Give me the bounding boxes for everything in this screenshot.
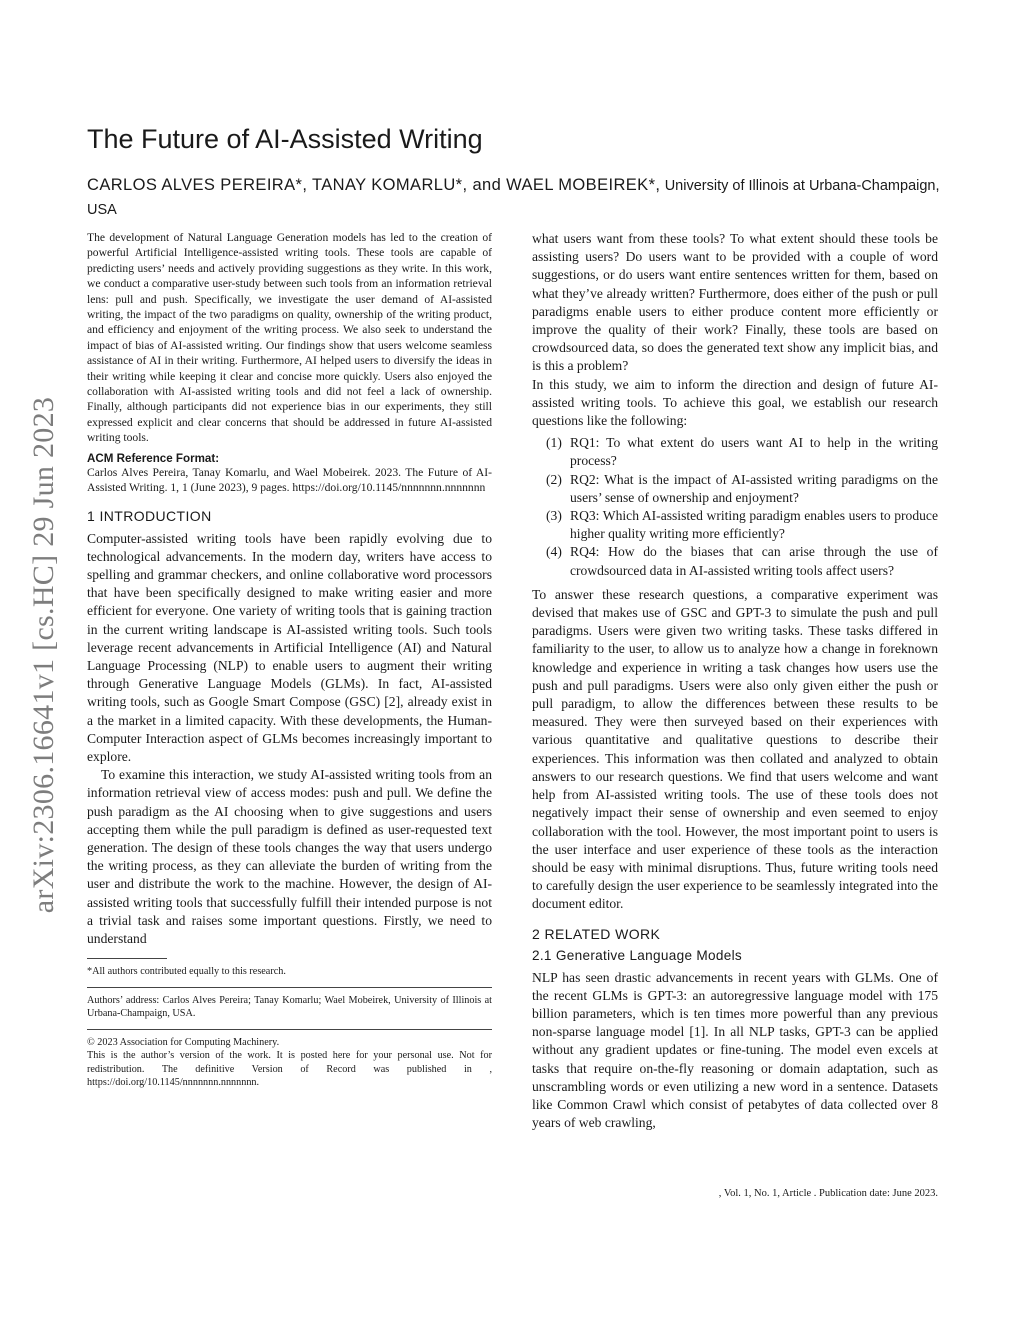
author-affiliation: University of Illinois at Urbana-Champaign, USA [87, 178, 940, 218]
study-paragraph: In this study, we aim to inform the direction and design of future AI-assisted writing tools. To achieve this goal, we establish our research questions like the following: [532, 376, 938, 429]
abstract: The development of Natural Language Generation models has led to the creation of powerful Artificial Intelligence-assisted writing tools. These tools are capable of predicting users’ needs and actively providing suggestions as they write. In this work, we conduct a comparative user-study between such tools from an information retrieval lens: pull and push. Specifically, we investigate the user demand of AI-assisted writing, the impact of the two paradigms on quality, ownership of the writing product, and efficiency and enjoyment of the writing process. We also seek to understand the impact of bias of AI-assisted writing. Our findings show that users welcome seamless assistance of AI in their writing. Furthermore, AI helped users to diversify the ideas in their writing while keeping it clear and concise more quickly. Users also enjoyed the collaboration with AI-assisted writing tools and did not feel a lack of ownership. Finally, although participants did not experience bias in our experiments, they still expressed explicit and clear concerns that should be addressed in future AI-assisted writing tools. [87, 231, 492, 445]
intro-paragraph-1: Computer-assisted writing tools have been rapidly evolving due to technological advancements. In the modern day, writers have access to spelling and grammar checkers, and online collaborative word processors that have been specifically designed to make writing easier and more efficient for everyone. One variety of writing tools that is gaining traction in the current writing landscape is AI-assisted writing tools. Such tools leverage recent advancements in Artificial Intelligence (AI) and Natural Language Processing (NLP) to enable users to augment their writing through Generative Language Models (GLMs). In fact, AI-assisted writing tools, such as Google Smart Compose (GSC) [2], already exist in a the market in a limited capacity. With these developments, the Human-Computer Interaction aspect of GLMs becomes increasingly important to explore. [87, 530, 492, 764]
paper-title: The Future of AI-Assisted Writing [87, 124, 483, 154]
arxiv-stamp-text: arXiv:2306.16641v1 [cs.HC] 29 Jun 2023 [27, 396, 60, 914]
footnote-equal-contribution: *All authors contributed equally to this research. [87, 966, 286, 978]
research-question-number: (4) [546, 544, 562, 560]
research-question-text: RQ2: What is the impact of AI-assisted writing paradigms on the users’ sense of ownership and enjoyment? [570, 471, 938, 505]
research-question [532, 543, 938, 579]
subsection-heading-glm: 2.1 Generative Language Models [532, 947, 743, 963]
research-question [532, 507, 938, 543]
glm-paragraph: NLP has seen drastic advancements in recent years with GLMs. One of the recent GLMs is GPT-3: an autoregressive language model with 175 billion parameters, which is ten times more powerful than any previous non-sparse language model [1]. In all NLP tasks, GPT-3 can be applied without any gradient updates or fine-tuning. The model even excels at tasks that require on-the-fly reasoning or domain adaptation, such as unscrambling words or even utilizing a new word in a sentence. Datasets like Common Crawl which consist of petabytes of data collected over 8 years of web crawling, [532, 969, 938, 1131]
research-question [532, 434, 938, 470]
version-notice: This is the author’s version of the work. It is posted here for your personal use. Not for redistribution. The definitive Version of Record was published in , https://doi.org/10.1145/nnnnnnn.nnnnnnn. [87, 1050, 492, 1089]
research-question-number: (1) [546, 435, 562, 451]
copyright-line: © 2023 Association for Computing Machinery. [87, 1036, 280, 1048]
page-footer: , Vol. 1, No. 1, Article . Publication date: June 2023. [718, 1188, 938, 1199]
intro-paragraph-2: To examine this interaction, we study AI-assisted writing tools from an information retrieval view of access modes: push and pull. We define the push paradigm as the AI choosing when to give suggestions and users accepting them while the pull paradigm is defined as user-requested text generation. The design of these tools changes the way that users undergo the writing process, as they can alleviate the burden of writing from the user and distribute the work to the machine. However, the design of AI-assisted writing tools that successfully fulfill their intended purpose is not a trivial task and raises some important questions. Firstly, we need to understand [87, 767, 492, 946]
research-question-text: RQ3: Which AI-assisted writing paradigm enables users to produce higher quality writing more efficiently? [570, 508, 938, 542]
right-column [532, 230, 938, 1132]
research-question [532, 471, 938, 507]
section-heading-related-work: 2 RELATED WORK [532, 925, 661, 942]
author-names: CARLOS ALVES PEREIRA*, TANAY KOMARLU*, and WAEL MOBEIREK*, [87, 176, 661, 194]
acm-reference-text: Carlos Alves Pereira, Tanay Komarlu, and Wael Mobeirek. 2023. The Future of AI-Assisted Writing. 1, 1 (June 2023), 9 pages. https://doi.org/10.1145/nnnnnnn.nnnnnnn [87, 465, 492, 495]
authors-address: Authors’ address: Carlos Alves Pereira; Tanay Komarlu; Wael Mobeirek, University of Illinois at Urbana-Champaign, USA. [87, 994, 492, 1020]
acm-reference-heading: ACM Reference Format: [87, 451, 220, 465]
research-question-text: RQ4: How do the biases that can arise through the use of crowdsourced data in AI-assisted writing tools affect users? [570, 544, 938, 578]
copyright-rule [87, 1029, 492, 1030]
address-rule [87, 987, 492, 988]
research-question-number: (3) [546, 508, 562, 524]
answer-paragraph: To answer these research questions, a comparative experiment was devised that makes use of GSC and GPT-3 to simulate the push and pull paradigms. Users were given two writing tasks. These tasks differed in familiarity to the user, to allow us to analyze how a change in foreknown knowledge and experience in writing a task changes how users use the push and pull paradigms. Users were also only given either the push or pull paradigm, to allow the differences between these results to be measured. They were then surveyed based on their experiences with various quantitative and qualitative questions to describe their experiences. This information was then collated and analyzed to obtain answers to our research questions. We find that users welcome and want help from AI-assisted writing tools. The use of these tools does not negatively impact their sense of ownership and even seemed to enjoy collaboration with the tool. However, the most important point to users is the user interface and user experience of these tools as the interaction should be easy with minimal disruptions. Thus, future writing tools need to carefully design the user experience to be seamlessly integrated into the document editor. [532, 586, 938, 912]
left-column [87, 230, 492, 1090]
section-heading-introduction: 1 INTRODUCTION [87, 507, 212, 524]
intro-continued-paragraph: what users want from these tools? To what extent should these tools be assisting users? Do users want to be provided with a couple of word suggestions, or do users want entire sentences written for them, based on what they’ve already written? Furthermore, does either of the push or pull paradigms enable users to either produce content more efficiently or improve the quality of their work? Finally, these tools are based on crowdsourced data, so does the generated text show any implicit bias, and is this a problem? [532, 231, 938, 374]
arxiv-stamp [22, 360, 66, 950]
research-question-text: RQ1: To what extent do users want AI to help in the writing process? [570, 435, 938, 469]
research-question-number: (2) [546, 471, 562, 487]
research-questions-list [532, 434, 938, 580]
author-block [87, 174, 947, 222]
footnote-rule [87, 958, 167, 959]
